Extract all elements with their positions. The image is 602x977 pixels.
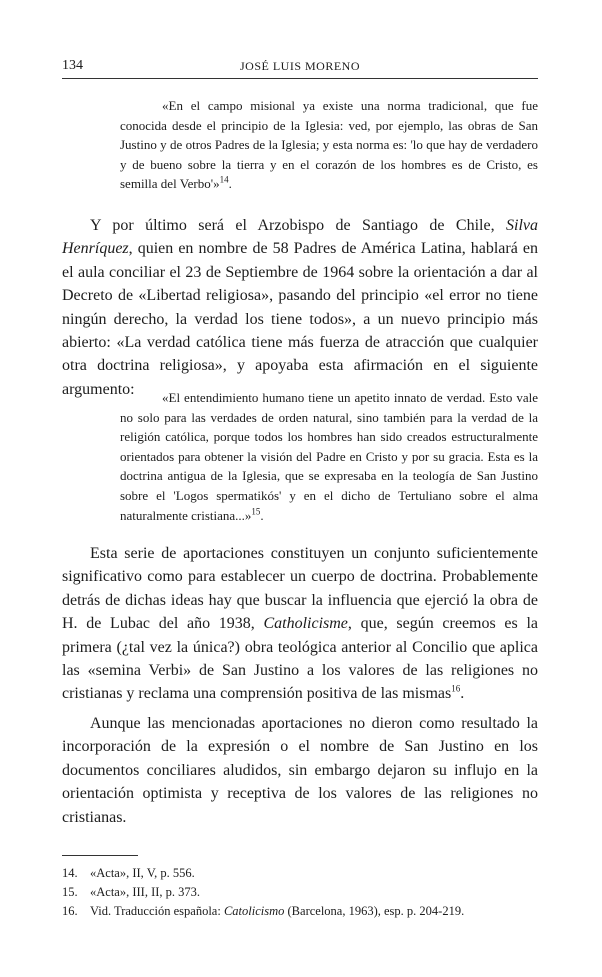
footnote-text: Vid. Traducción española: [90, 904, 224, 918]
footnote-divider [62, 855, 138, 856]
page-header [62, 56, 538, 79]
footnote-ref-16[interactable]: 16 [451, 684, 461, 695]
footnote-number: 16. [62, 904, 78, 918]
footnote-text: «Acta», II, V, p. 556. [90, 866, 195, 880]
running-head: JOSÉ LUIS MORENO [239, 59, 360, 73]
block-quote-1-text: «En el campo misional ya existe una norma tradicional, que fue conocida desde el principio de la Iglesia: ved, por ejemplo, las obras de San Justino y de otros Padres de la Iglesia; y esta norma es: 'lo que hay de verdadero y de bueno sobre la tierra y en el corazón de los hombres es de Cristo, es semilla del Verbo'»$^{14}$. [120, 98, 538, 192]
footnote-number: 14. [62, 866, 78, 880]
paragraph-3: Aunque las mencionadas aportaciones no dieron como resultado la incorporación de la expresión o el nombre de San Justino en los documentos conciliares aludidos, sin embargo dejaron su influjo en la orientación optimista y receptiva de los valores de las religiones no cristianas. [62, 715, 538, 826]
person-name: Silva Henríquez [62, 217, 538, 258]
paragraph-2: Esta serie de aportaciones constituyen un conjunto suficientemente significativo como para establecer un cuerpo de doctrina. Probablemente detrás de dichas ideas hay que buscar la influencia que ejerció la obra de H. de Lubac del año 1938, Catholicisme, que, según creemos es la primera (¿tal vez la única?) obra teológica anterior al Concilio que aplica las «semina Verbi» de San Justino a los valores de las religiones no cristianas y reclama una comprensión positiva de las mismas$^{16}$. [62, 545, 539, 703]
footnotes [62, 864, 538, 921]
work-title: Catholicisme [263, 615, 348, 633]
footnote-number: 15. [62, 885, 78, 899]
footnote-ref-15[interactable]: 15 [251, 506, 261, 517]
block-quote-2-text: «El entendimiento humano tiene un apetito innato de verdad. Esto vale no solo para las verdades de orden natural, sino también para la verdad de la religión católica, porque todos los hombres han sido creados estructuralmente orientados para obtener la visión del Padre en Cristo y por su gracia. Esta es la doctrina antigua de la Iglesia, que se expresaba en la teología de San Justino sobre el 'Logos spermatikós' y en el dicho de Tertuliano sobre el alma naturalmente cristiana...»$^{15}$. [120, 390, 538, 523]
paragraph-1: Y por último será el Arzobispo de Santiago de Chile, Silva Henríquez, quien en nombre de 58 Padres de América Latina, hablará en el aula conciliar el 23 de Septiembre de 1964 sobre la orientación a dar al Decreto de «Libertad religiosa», pasando del principio «el error no tiene ningún derecho, la verdad los tiene todos», a un nuevo principio más abierto: «La verdad católica tiene más fuerza de atracción que cualquier otra doctrina religiosa», y apoyaba esta afirmación en el siguiente argumento: [62, 217, 538, 398]
block-quote-1 [120, 96, 538, 194]
footnote-title: Catolicismo [223, 904, 285, 918]
page-number: 134 [62, 58, 83, 73]
footnote-ref-14[interactable]: 14 [219, 175, 229, 186]
block-quote-2 [120, 388, 538, 525]
footnote-text: «Acta», III, II, p. 373. [90, 885, 201, 899]
footnote-16: 16. Vid. Traducción española: Catolicismo (Barcelona, 1963), esp. p. 204-219. [62, 902, 538, 921]
footnote-14 [62, 864, 538, 883]
footnote-15 [62, 883, 538, 902]
